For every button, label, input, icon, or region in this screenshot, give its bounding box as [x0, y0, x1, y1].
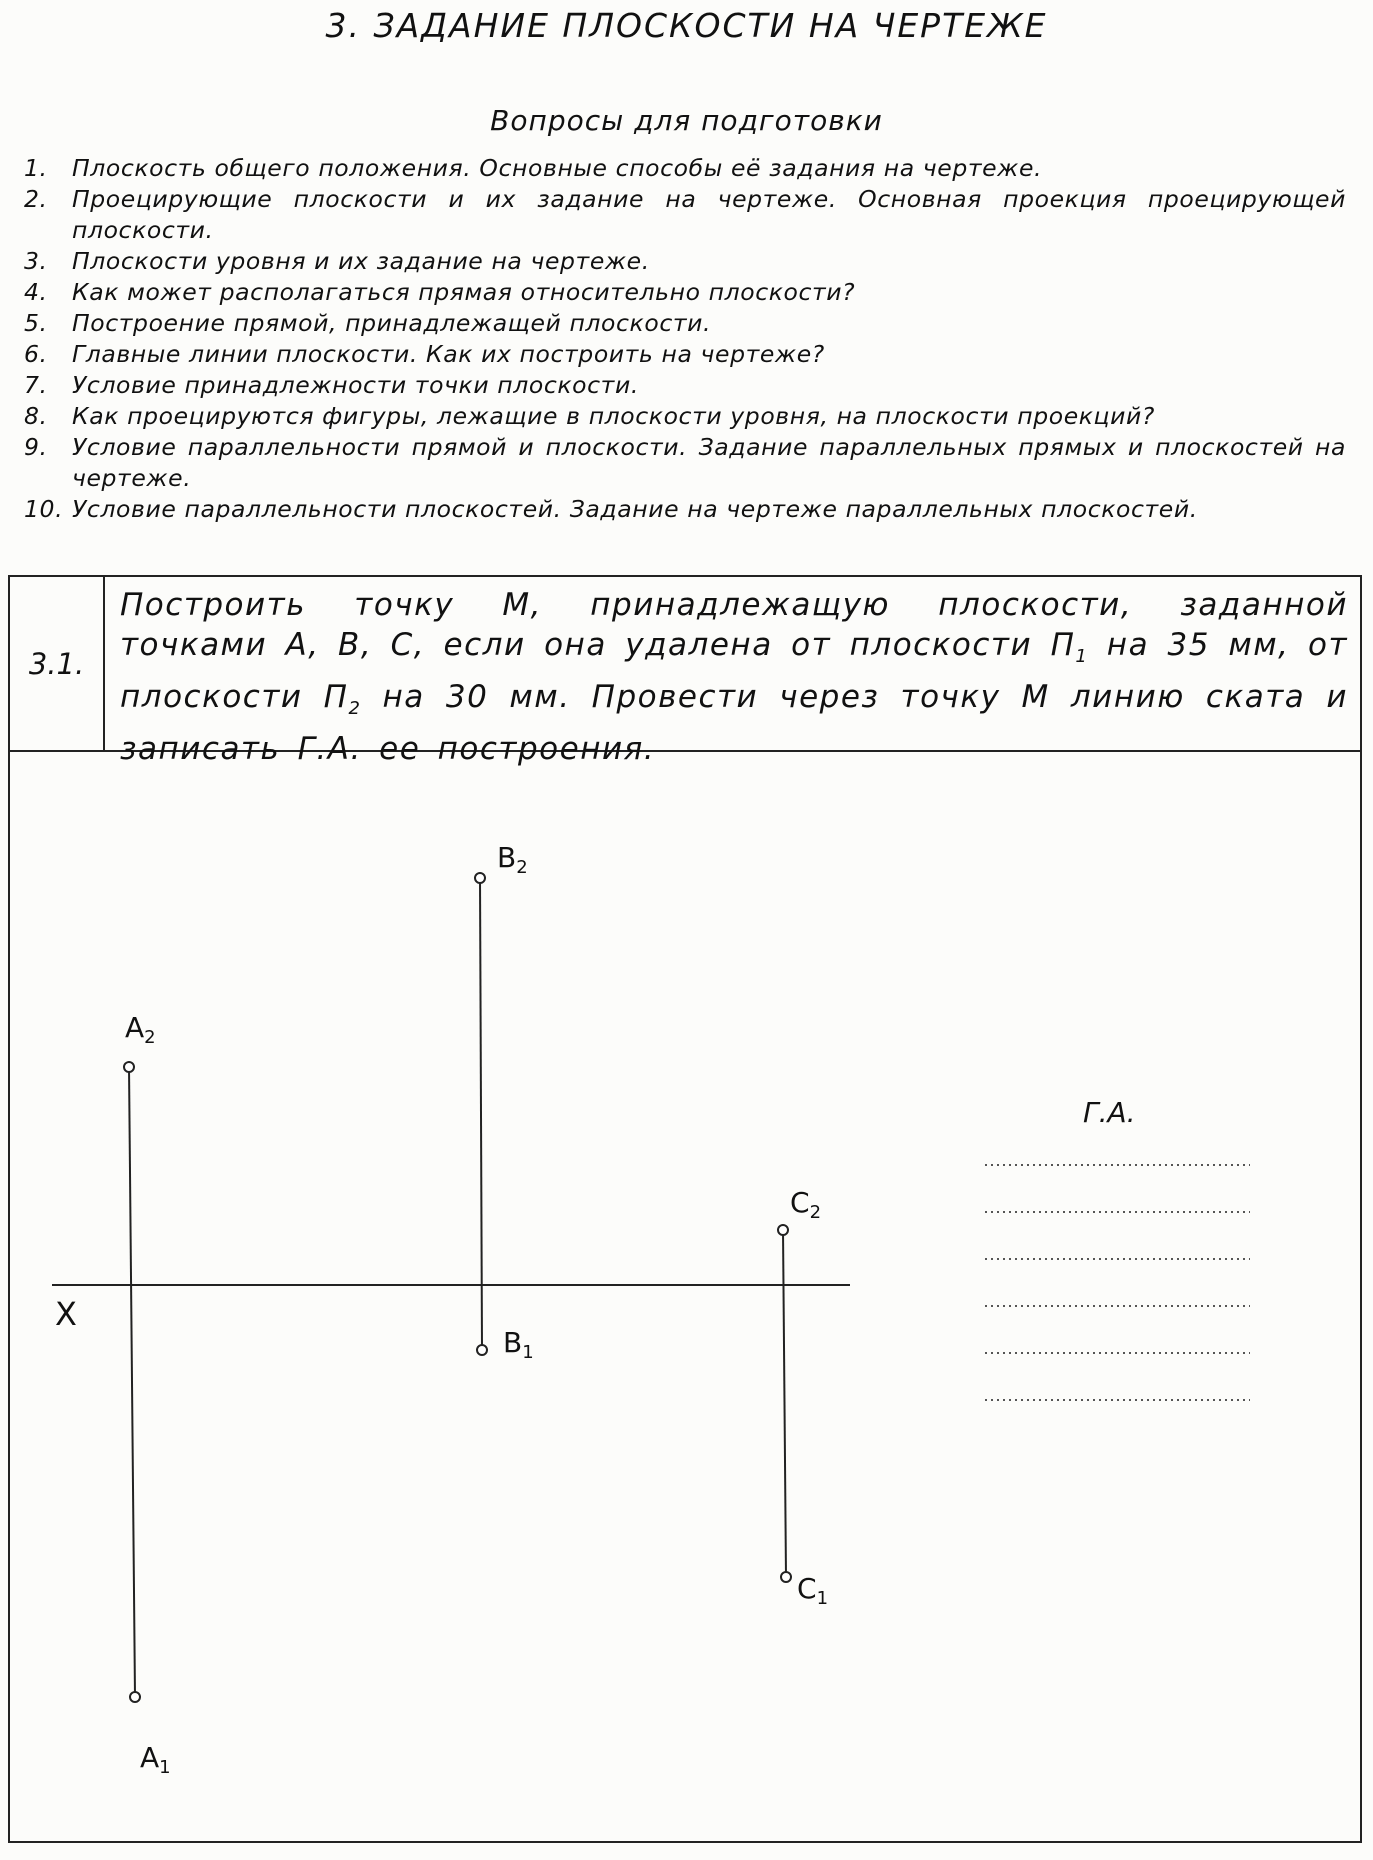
- question-text: Условие параллельности плоскостей. Задание на чертеже параллельных плоскостей.: [72, 495, 1198, 523]
- task-text-part: на 30 мм. Провести через точку М линию ската и записать Г.А. ее построения.: [120, 679, 1349, 768]
- question-number: 1.: [24, 154, 48, 182]
- ga-answer-lines: [985, 1165, 1250, 1400]
- label-subscript: 1: [159, 1757, 171, 1778]
- x-axis-label: X: [55, 1295, 77, 1333]
- point-c2: [778, 1225, 788, 1235]
- label-letter: B: [497, 841, 517, 874]
- question-text: Построение прямой, принадлежащей плоскости.: [72, 309, 712, 337]
- question-text: Как проецируются фигуры, лежащие в плоскости уровня, на плоскости проекций?: [72, 402, 1155, 430]
- task-text-part: Построить точку М, принадлежащую плоскости, заданной точками А, В, С, если она удалена от плоскости П: [120, 587, 1348, 663]
- question-number: 2.: [24, 185, 48, 213]
- page-title: 3. ЗАДАНИЕ ПЛОСКОСТИ НА ЧЕРТЕЖЕ: [325, 6, 1048, 45]
- question-number: 3.: [24, 247, 48, 275]
- ga-label: Г.А.: [1083, 1096, 1136, 1129]
- label-a2: [125, 1011, 156, 1048]
- label-letter: C: [790, 1186, 810, 1219]
- label-a1: [140, 1741, 171, 1778]
- question-text: Условие принадлежности точки плоскости.: [72, 371, 639, 399]
- point-b2: [475, 873, 485, 883]
- task-subscript: 1: [1075, 646, 1089, 668]
- task-text-part: на 35 мм, от плоскости П: [120, 627, 1349, 716]
- c-projection-link: [783, 1230, 786, 1577]
- label-letter: A: [140, 1741, 160, 1774]
- question-number: 10.: [24, 495, 64, 523]
- label-letter: B: [503, 1326, 523, 1359]
- question-number: 6.: [24, 340, 48, 368]
- label-subscript: 2: [516, 857, 528, 878]
- question-number: 8.: [24, 402, 48, 430]
- question-text: Как может располагаться прямая относительно плоскости?: [72, 278, 856, 306]
- question-text: Проецирующие плоскости и их задание на чертеже. Основная проекция проецирующей плоскости.: [72, 185, 1346, 244]
- question-number: 9.: [24, 433, 48, 461]
- label-b2: [497, 841, 528, 878]
- label-subscript: 2: [809, 1202, 822, 1223]
- label-letter: A: [125, 1011, 145, 1044]
- label-c1: [797, 1572, 828, 1609]
- point-c1: [781, 1572, 791, 1582]
- label-b1: [503, 1326, 534, 1363]
- question-text: Главные линии плоскости. Как их построить на чертеже?: [72, 340, 825, 368]
- question-text: Условие параллельности прямой и плоскости. Задание параллельных прямых и плоскостей на чертеже.: [72, 433, 1346, 492]
- question-number: 4.: [24, 278, 48, 306]
- label-letter: C: [797, 1572, 817, 1605]
- point-b1: [477, 1345, 487, 1355]
- questions-heading: Вопросы для подготовки: [490, 104, 883, 137]
- question-text: Плоскость общего положения. Основные способы её задания на чертеже.: [72, 154, 1043, 182]
- b-projection-link: [480, 878, 482, 1350]
- point-a1: [130, 1692, 140, 1702]
- task-number: 3.1.: [10, 577, 105, 750]
- label-c2: [790, 1186, 821, 1223]
- label-subscript: 2: [144, 1027, 156, 1048]
- a-projection-link: [129, 1067, 135, 1697]
- point-a2: [124, 1062, 134, 1072]
- task-subscript: 2: [348, 698, 362, 720]
- question-number: 5.: [24, 309, 48, 337]
- label-subscript: 1: [816, 1588, 829, 1609]
- question-text: Плоскости уровня и их задание на чертеже.: [72, 247, 650, 275]
- label-subscript: 1: [522, 1342, 534, 1363]
- question-number: 7.: [24, 371, 48, 399]
